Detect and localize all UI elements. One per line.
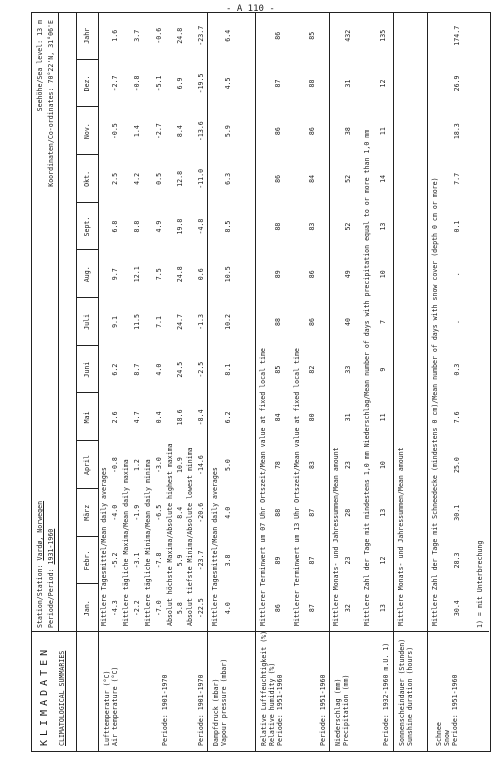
climate-table-sheet (31, 12, 491, 752)
value-cell-temp-absmax: 6.9 (176, 77, 184, 90)
month-column-separator (76, 393, 98, 394)
value-cell-vapour: 5.9 (224, 125, 232, 138)
section-rule-3 (329, 12, 330, 752)
value-cell-temp-avg: 1.6 (111, 29, 119, 42)
value-cell-precip-amt: 40 (344, 317, 352, 326)
month-column-separator (76, 59, 98, 60)
month-column-separator (76, 536, 98, 537)
sunshine-label: Sonnenscheindauer (Stunden) Sunshine duration (hours) (398, 638, 415, 746)
value-cell-temp-min: -6.5 (155, 504, 163, 521)
value-cell-rh-07: 86 (274, 31, 282, 40)
period-1932-1960: Periode: 1932-1960 m.U. 1) (382, 642, 390, 746)
caption-precip-days: Mittlere Zahl der Tage mit mindestens 1,0 mm Niederschlag/Mean number of days with precipitation equal to or more than 1,0 mm (363, 129, 371, 626)
value-cell-vapour: 3.8 (224, 554, 232, 567)
value-cell-rh-07: 84 (274, 413, 282, 422)
value-cell-temp-absmax: 18.6 (176, 409, 184, 426)
caption-abs-max: Absolut höchste Maxima/Absolute highest maxima (166, 443, 174, 626)
value-cell-precip-amt: 23 (344, 556, 352, 565)
month-column-separator (76, 202, 98, 203)
month-column-separator (76, 106, 98, 107)
value-cell-snow-days: 0.3 (453, 363, 461, 376)
value-cell-precip-days: 14 (379, 174, 387, 183)
value-cell-temp-max: 12.1 (133, 266, 141, 283)
value-cell-temp-absmax: 12.8 (176, 170, 184, 187)
value-cell-vapour: 10.2 (224, 314, 232, 330)
value-cell-temp-max: 1.2 (133, 459, 141, 472)
value-cell-temp-max: 1.4 (133, 125, 141, 138)
value-cell-precip-amt: 31 (344, 413, 352, 422)
value-cell-temp-absmin: -1.3 (197, 314, 205, 330)
value-cell-precip-amt: 38 (344, 127, 352, 136)
value-cell-rh-07: 88 (274, 317, 282, 326)
value-cell-temp-max: -0.8 (133, 75, 141, 92)
caption-rh-13: Mittlerer Terminwert um 13 Uhr Ortszeit/Mean value at fixed local time (293, 348, 301, 626)
value-cell-vapour: 6.3 (224, 172, 232, 185)
value-cell-temp-absmax: 5.8 (176, 602, 184, 615)
value-cell-temp-absmax: 8.4 (176, 506, 184, 519)
month-header: Jahr (83, 27, 91, 44)
value-cell-snow-days: 30.1 (453, 504, 461, 521)
value-cell-temp-min: -2.7 (155, 123, 163, 140)
value-cell-rh-13: 80 (308, 413, 316, 422)
value-cell-temp-absmax: 10.9 (176, 457, 184, 474)
month-header: Jan. (83, 600, 91, 617)
value-cell-temp-max: 3.7 (133, 29, 141, 42)
value-cell-rh-07: 86 (274, 604, 282, 613)
value-cell-temp-min: -7.0 (155, 600, 163, 617)
value-cell-temp-absmax: 24.8 (176, 266, 184, 283)
value-cell-rh-13: 87 (308, 604, 316, 613)
value-cell-rh-13: 87 (308, 508, 316, 517)
value-cell-temp-max: 4.7 (133, 411, 141, 424)
value-cell-snow-days: 26.9 (453, 75, 461, 92)
value-cell-temp-min: 4.0 (155, 363, 163, 376)
value-cell-temp-avg: -0.5 (111, 123, 119, 140)
value-cell-temp-min: -7.8 (155, 552, 163, 569)
month-header: Febr. (83, 550, 91, 571)
caption-snow-days: Mittlere Zahl der Tage mit Schneedecke (mindestens 0 cm)/Mean number of days with snow cover (depth 0 cm or more) (431, 177, 439, 626)
value-cell-vapour: 4.0 (224, 506, 232, 519)
value-cell-temp-absmin: -11.0 (197, 168, 205, 189)
value-cell-temp-absmax: 8.4 (176, 125, 184, 138)
value-cell-precip-days: 9 (379, 367, 387, 372)
month-column-separator (76, 440, 98, 441)
caption-daily-min: Mittlere tägliche Minima/Mean daily minima (144, 459, 152, 626)
value-cell-temp-absmin: -8.4 (197, 409, 205, 426)
value-cell-vapour: 8.1 (224, 363, 232, 376)
value-cell-temp-absmax: 5.9 (176, 554, 184, 567)
value-cell-temp-absmin: -19.5 (197, 73, 205, 94)
value-cell-precip-days: 13 (379, 508, 387, 517)
section-rule-2 (255, 12, 256, 752)
value-cell-temp-avg: -2.7 (111, 75, 119, 92)
value-cell-temp-avg: 9.1 (111, 316, 119, 328)
month-header: Nov. (83, 123, 91, 140)
altitude-value: 13 m (36, 20, 44, 36)
section-rule-1 (207, 12, 208, 752)
month-column-separator (76, 583, 98, 584)
value-cell-snow-days: . (453, 319, 461, 324)
value-cell-vapour: 6.2 (224, 411, 232, 424)
value-cell-precip-amt: 31 (344, 79, 352, 88)
footnote: 1) = mit Unterbrechung (476, 540, 484, 628)
month-header: März (83, 504, 91, 521)
period-value: 1931-1960 (47, 528, 55, 565)
value-cell-temp-max: 8.7 (133, 363, 141, 376)
month-column-separator (76, 154, 98, 155)
value-cell-temp-absmax: 24.7 (176, 314, 184, 330)
station-label: Station/Station: (36, 564, 44, 628)
value-cell-temp-absmin: -23.7 (197, 25, 205, 46)
value-cell-temp-absmax: 19.8 (176, 218, 184, 235)
value-cell-rh-13: 86 (308, 127, 316, 136)
air-temp-label: Lufttemperatur (°C) Air temperature (°C) (103, 666, 120, 746)
period-1901-1970-b: Periode: 1901-1970 (197, 674, 205, 746)
value-cell-temp-avg: -4.3 (111, 600, 119, 617)
value-cell-snow-days: . (453, 272, 461, 277)
value-cell-rh-13: 83 (308, 461, 316, 470)
month-header: Juli (83, 314, 91, 330)
month-column-separator (76, 249, 98, 250)
value-cell-precip-amt: 32 (344, 604, 352, 613)
caption-daily-max: Mittlere tägliche Maxima/Mean daily maxima (122, 459, 130, 626)
value-cell-snow-days: 30.4 (453, 600, 461, 617)
header-divider (58, 12, 59, 632)
month-header: Dez. (83, 75, 91, 92)
value-cell-temp-absmin: -22.5 (197, 598, 205, 619)
value-cell-temp-avg: -4.0 (111, 504, 119, 521)
vapour-label: Dampfdruck (mbar) Vapour pressure (mbar) (212, 658, 229, 746)
value-cell-rh-07: 89 (274, 556, 282, 565)
value-cell-snow-days: 0.1 (453, 220, 461, 233)
value-cell-precip-days: 10 (379, 461, 387, 470)
value-cell-precip-days: 12 (379, 556, 387, 565)
caption-rh-07: Mittlerer Terminwert um 07 Uhr Ortszeit/Mean value at fixed local time (259, 348, 267, 626)
value-cell-precip-amt: 23 (344, 461, 352, 470)
value-cell-rh-13: 88 (308, 79, 316, 88)
value-cell-precip-days: 7 (379, 319, 387, 324)
value-cell-vapour: 10.5 (224, 266, 232, 283)
caption-vapour-avg: Mittlere Tagesmittel/Mean daily averages (211, 467, 219, 626)
value-cell-temp-max: -3.1 (133, 552, 141, 569)
value-cell-temp-avg: -5.2 (111, 552, 119, 569)
value-cell-precip-amt: 33 (344, 365, 352, 374)
value-cell-temp-avg: 6.8 (111, 220, 119, 233)
value-cell-rh-07: 88 (274, 222, 282, 231)
value-cell-precip-amt: 52 (344, 174, 352, 183)
value-cell-temp-min: -0.6 (155, 27, 163, 44)
value-cell-temp-avg: -0.8 (111, 457, 119, 474)
value-cell-snow-days: 7.7 (453, 172, 461, 185)
coords-label: Koordinaten/Co-ordinates: (47, 87, 55, 187)
value-cell-temp-avg: 9.7 (111, 268, 119, 281)
page-number: - A 110 - (226, 4, 275, 14)
value-cell-temp-absmin: 0.6 (197, 268, 205, 281)
month-header: Aug. (83, 266, 91, 283)
caption-sun-amt: Mittlere Monats- und Jahressummen/Mean amount (397, 447, 405, 626)
month-header: Mai (83, 411, 91, 424)
humidity-label: Relative Luftfeuchtigkeit (%) Relative humidity (%) Periode: 1951-1960 (260, 630, 285, 746)
precip-label: Niederschlag (mm) Precipitation (mm) (334, 674, 351, 746)
value-cell-rh-13: 85 (308, 31, 316, 40)
value-cell-rh-07: 89 (274, 270, 282, 279)
value-cell-temp-absmin: -23.7 (197, 550, 205, 571)
value-cell-temp-min: 4.9 (155, 220, 163, 233)
value-cell-rh-13: 83 (308, 222, 316, 231)
value-cell-vapour: 4.5 (224, 77, 232, 90)
value-cell-temp-absmin: -13.6 (197, 121, 205, 142)
value-cell-temp-avg: 2.5 (111, 172, 119, 185)
month-header: Juni (83, 361, 91, 378)
value-cell-temp-absmin: -20.6 (197, 502, 205, 523)
value-cell-precip-days: 11 (379, 127, 387, 136)
value-cell-vapour: 8.5 (224, 220, 232, 233)
value-cell-precip-amt: 49 (344, 270, 352, 279)
value-cell-vapour: 4.0 (224, 602, 232, 615)
period-1951-1960: Periode: 1951-1960 (319, 674, 327, 746)
value-cell-precip-days: 12 (379, 79, 387, 88)
station-name: Vardø, Norwegen (36, 500, 44, 561)
value-cell-temp-absmin: -14.6 (197, 455, 205, 475)
value-cell-temp-min: 0.5 (155, 172, 163, 185)
value-cell-precip-days: 11 (379, 413, 387, 422)
value-cell-snow-days: 174.7 (453, 25, 461, 46)
month-column-separator (76, 345, 98, 346)
subtitle: CLIMATOLOGICAL SUMMARIES (58, 650, 66, 746)
value-cell-precip-amt: 28 (344, 508, 352, 517)
value-cell-temp-max: 8.8 (133, 220, 141, 233)
value-cell-temp-min: -3.0 (155, 457, 163, 474)
value-cell-precip-days: 13 (379, 604, 387, 613)
value-cell-rh-07: 86 (274, 127, 282, 136)
value-cell-rh-13: 86 (308, 317, 316, 326)
value-cell-temp-max: 4.2 (133, 172, 141, 185)
title: KLIMADATEN (39, 645, 50, 746)
value-cell-temp-min: 7.1 (155, 316, 163, 328)
value-cell-temp-avg: 6.2 (111, 363, 119, 376)
caption-daily-avg: Mittlere Tagesmittel/Mean daily averages (100, 467, 108, 626)
value-cell-temp-min: 0.4 (155, 411, 163, 424)
section-rule-4 (393, 12, 394, 752)
value-cell-snow-days: 28.3 (453, 552, 461, 569)
value-cell-snow-days: 18.3 (453, 123, 461, 140)
value-cell-temp-absmax: 24.8 (176, 27, 184, 44)
value-cell-rh-13: 87 (308, 556, 316, 565)
value-cell-rh-13: 82 (308, 365, 316, 374)
period-1901-1970: Periode: 1901-1970 (161, 674, 169, 746)
caption-precip-amt: Mittlere Monats- und Jahressummen/Mean amount (332, 447, 340, 626)
section-rule-5 (427, 12, 428, 752)
value-cell-temp-absmax: 24.5 (176, 361, 184, 378)
period-label: Periode/Period: (47, 568, 55, 628)
value-cell-rh-13: 84 (308, 174, 316, 183)
month-header: April (83, 455, 91, 475)
columns-top-rule (76, 12, 77, 752)
value-cell-precip-amt: 432 (344, 29, 352, 42)
value-cell-snow-days: 25.0 (453, 457, 461, 474)
value-cell-rh-07: 85 (274, 365, 282, 374)
value-cell-vapour: 6.4 (224, 29, 232, 42)
value-cell-rh-07: 78 (274, 461, 282, 470)
value-cell-temp-max: 11.5 (133, 314, 141, 330)
value-cell-temp-max: -1.9 (133, 504, 141, 521)
value-cell-rh-07: 86 (274, 174, 282, 183)
month-column-separator (76, 488, 98, 489)
altitude-label: Seehöhe/Sea level: (36, 39, 44, 112)
value-cell-rh-13: 86 (308, 270, 316, 279)
value-cell-temp-absmin: -4.8 (197, 218, 205, 235)
value-cell-temp-avg: 2.6 (111, 411, 119, 424)
value-cell-snow-days: 7.6 (453, 411, 461, 424)
value-cell-precip-days: 10 (379, 270, 387, 279)
month-column-separator (76, 297, 98, 298)
value-cell-temp-max: -2.2 (133, 600, 141, 617)
value-cell-precip-days: 135 (379, 29, 387, 42)
value-cell-vapour: 5.0 (224, 459, 232, 472)
value-cell-temp-absmin: -2.5 (197, 361, 205, 378)
month-header: Sept. (83, 216, 91, 237)
coords-value: 70°22'N, 31°06'E (47, 20, 55, 84)
value-cell-precip-amt: 52 (344, 222, 352, 231)
month-header: Okt. (83, 170, 91, 187)
value-cell-temp-min: 7.5 (155, 268, 163, 281)
value-cell-rh-07: 87 (274, 79, 282, 88)
snow-label: Schnee Snow Periode: 1951-1960 (435, 674, 460, 746)
value-cell-rh-07: 88 (274, 508, 282, 517)
columns-bottom-rule (98, 12, 99, 752)
value-cell-precip-days: 13 (379, 222, 387, 231)
caption-abs-min: Absolut tiefste Minima/Absolute lowest minima (186, 447, 194, 626)
value-cell-temp-min: -5.1 (155, 75, 163, 92)
